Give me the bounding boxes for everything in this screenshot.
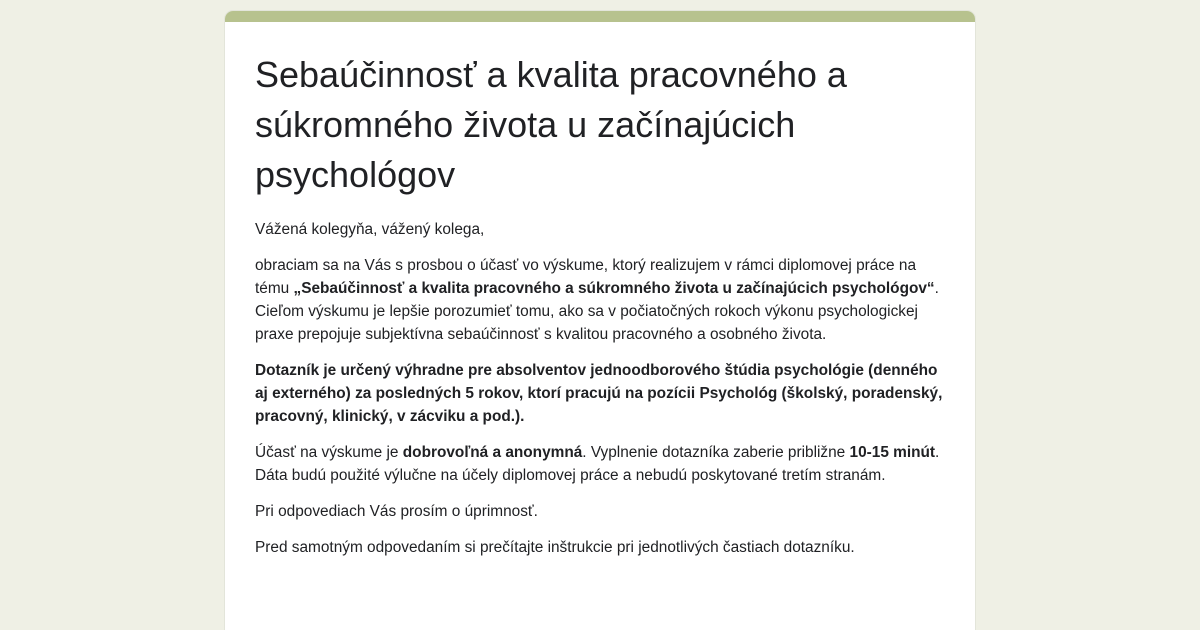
card-accent-bar — [225, 11, 975, 22]
instructions-paragraph: Pred samotným odpovedaním si prečítajte inštrukcie pri jednotlivých častiach dotazníku. — [255, 539, 855, 556]
form-title: Sebaúčinnosť a kvalita pracovného a súkromného života u začínajúcich psychológov — [255, 54, 847, 195]
participation-text-2: . Vyplnenie dotazníka zaberie približne — [582, 444, 850, 461]
intro-text-2: . Cieľom výskumu je lepšie porozumieť tomu, ako sa v počiatočných rokoch výkonu psychologickej praxe prepojuje subjektívna sebaúčinnosť s kvalitou pracovného a osobného života. — [255, 280, 939, 343]
participation-text-1: Účasť na výskume je — [255, 444, 403, 461]
eligibility-bold: Dotazník je určený výhradne pre absolventov jednoodborového štúdia psychológie (denného aj externého) za posledných 5 rokov, ktorí pracujú na pozícii Psychológ (školský, poradenský, pracovný, klinický, v zácviku a pod.). — [255, 362, 943, 425]
duration-bold: 10-15 minút — [849, 444, 936, 461]
form-header-card — [225, 11, 975, 630]
voluntary-anonymous-bold: dobrovoľná a anonymná — [402, 444, 583, 461]
intro-paragraph — [255, 254, 945, 346]
greeting-paragraph: Vážená kolegyňa, vážený kolega, — [255, 221, 485, 238]
participation-paragraph — [255, 441, 945, 487]
form-description — [255, 218, 945, 559]
thesis-title-bold: „Sebaúčinnosť a kvalita pracovného a súkromného života u začínajúcich psychológov“ — [293, 280, 935, 297]
intro-text-1: obraciam sa na Vás s prosbou o účasť vo výskume, ktorý realizujem v rámci diplomovej práce na tému — [255, 257, 917, 297]
honesty-paragraph: Pri odpovediach Vás prosím o úprimnosť. — [255, 503, 538, 520]
participation-text-3: . Dáta budú použité výlučne na účely diplomovej práce a nebudú poskytované tretím stranám. — [255, 444, 940, 484]
card-body — [225, 22, 975, 559]
eligibility-paragraph — [255, 359, 945, 428]
